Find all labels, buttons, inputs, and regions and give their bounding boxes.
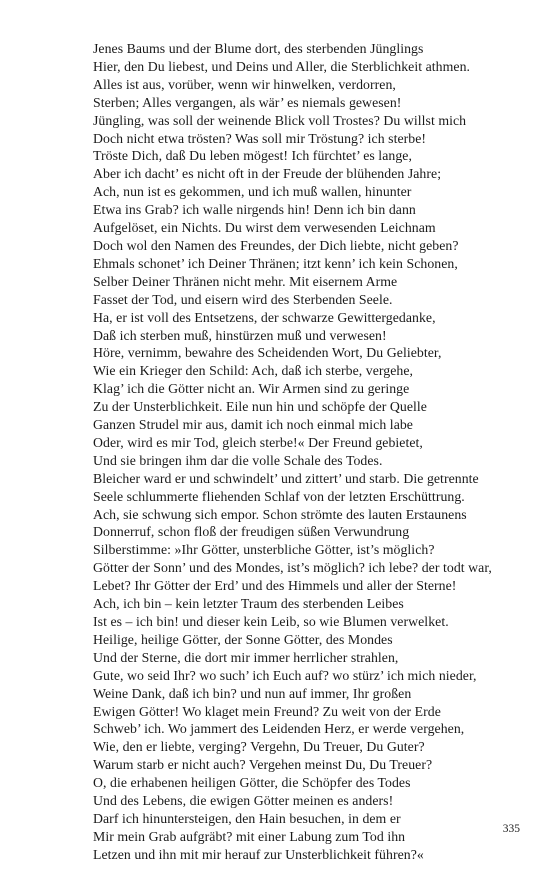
poem-line: Mir mein Grab aufgräbt? mit einer Labung zum Tod ihn: [93, 828, 406, 844]
poem-line: Doch nicht etwa trösten? Was soll mir Tröstung? ich sterbe!: [93, 130, 427, 146]
poem-line: Zu der Unsterblichkeit. Eile nun hin und schöpfe der Quelle: [93, 399, 427, 415]
poem-line: Sterben; Alles vergangen, als wär’ es niemals gewesen!: [93, 94, 402, 110]
poem-line: Ewigen Götter! Wo klaget mein Freund? Zu weit von der Erde: [93, 703, 441, 719]
poem-line: Alles ist aus, vorüber, wenn wir hinwelken, verdorren,: [93, 76, 396, 92]
poem-line: Wie, den er liebte, verging? Vergehn, Du Treuer, Du Guter?: [93, 739, 425, 755]
poem-line: Ach, sie schwung sich empor. Schon strömte des lauten Erstaunens: [93, 506, 467, 522]
poem-line: Hier, den Du liebest, und Deins und Aller, die Sterblichkeit athmen.: [93, 58, 471, 74]
poem-line: Gute, wo seid Ihr? wo such’ ich Euch auf? wo stürz’ ich mich nieder,: [93, 667, 477, 683]
poem-line: Letzen und ihn mit mir herauf zur Unsterblichkeit führen?«: [93, 846, 424, 862]
poem-line: Schweb’ ich. Wo jammert des Leidenden Herz, er werde vergehen,: [93, 721, 465, 737]
poem-line: Heilige, heilige Götter, der Sonne Götter, des Mondes: [93, 631, 393, 647]
poem-line: Daß ich sterben muß, hinstürzen muß und verwesen!: [93, 327, 387, 343]
poem-line: Bleicher ward er und schwindelt’ und zittert’ und starb. Die getrennte: [93, 470, 479, 486]
poem-line: Ganzen Strudel mir aus, damit ich noch einmal mich labe: [93, 417, 413, 433]
poem-line: Jüngling, was soll der weinende Blick voll Trostes? Du willst mich: [93, 112, 467, 128]
poem-line: Und sie bringen ihm dar die volle Schale des Todes.: [93, 452, 383, 468]
poem-line: Und der Sterne, die dort mir immer herrlicher strahlen,: [93, 649, 399, 665]
poem-line: Doch wol den Namen des Freundes, der Dich liebte, nicht geben?: [93, 237, 459, 253]
poem-line: Etwa ins Grab? ich walle nirgends hin! Denn ich bin dann: [93, 202, 416, 218]
poem-line: Oder, wird es mir Tod, gleich sterbe!« Der Freund gebietet,: [93, 434, 423, 450]
poem-line: Klag’ ich die Götter nicht an. Wir Armen sind zu geringe: [93, 381, 410, 397]
poem-line: Ist es – ich bin! und dieser kein Leib, so wie Blumen verwelket.: [93, 614, 449, 629]
poem-line: Ach, ich bin – kein letzter Traum des sterbenden Leibes: [93, 596, 404, 612]
poem-line: Warum starb er nicht auch? Vergehen meinst Du, Du Treuer?: [93, 757, 433, 773]
poem-line: Tröste Dich, daß Du leben mögest! Ich fürchtet’ es lange,: [93, 148, 412, 164]
poem-line: Donnerruf, schon floß der freudigen süßen Verwundrung: [93, 524, 410, 540]
poem-text: [93, 40, 533, 864]
poem-line: Ehmals schonet’ ich Deiner Thränen; itzt kenn’ ich kein Schonen,: [93, 255, 458, 271]
poem-line: Und des Lebens, die ewigen Götter meinen es anders!: [93, 793, 394, 809]
poem-line: Götter der Sonn’ und des Mondes, ist’s möglich? ich lebe? der todt war,: [93, 560, 492, 576]
poem-line: Lebet? Ihr Götter der Erd’ und des Himmels und aller der Sterne!: [93, 578, 457, 594]
poem-line: Ha, er ist voll des Entsetzens, der schwarze Gewittergedanke,: [93, 309, 436, 325]
poem-line: Aufgelöset, ein Nichts. Du wirst dem verwesenden Leichnam: [93, 220, 436, 236]
poem-line: Weine Dank, daß ich bin? und nun auf immer, Ihr großen: [93, 685, 412, 701]
poem-line: Ach, nun ist es gekommen, und ich muß wallen, hinunter: [93, 184, 412, 200]
page-number: 335: [502, 823, 520, 835]
poem-line: Seele schlummerte fliehenden Schlaf von der letzten Erschüttrung.: [93, 488, 465, 504]
poem-line: Aber ich dacht’ es nicht oft in der Freude der blühenden Jahre;: [93, 166, 442, 182]
poem-line: O, die erhabenen heiligen Götter, die Schöpfer des Todes: [93, 775, 411, 791]
poem-line: Wie ein Krieger den Schild: Ach, daß ich sterbe, vergehe,: [93, 363, 414, 379]
poem-line: Selber Deiner Thränen nicht mehr. Mit eisernem Arme: [93, 273, 398, 289]
poem-line: Höre, vernimm, bewahre des Scheidenden Wort, Du Geliebter,: [93, 345, 442, 361]
poem-line: Fasset der Tod, und eisern wird des Sterbenden Seele.: [93, 291, 393, 307]
poem-line: Darf ich hinuntersteigen, den Hain besuchen, in dem er: [93, 810, 401, 826]
poem-line: Silberstimme: »Ihr Götter, unsterbliche Götter, ist’s möglich?: [93, 542, 435, 558]
poem-line: Jenes Baums und der Blume dort, des sterbenden Jünglings: [93, 41, 424, 56]
